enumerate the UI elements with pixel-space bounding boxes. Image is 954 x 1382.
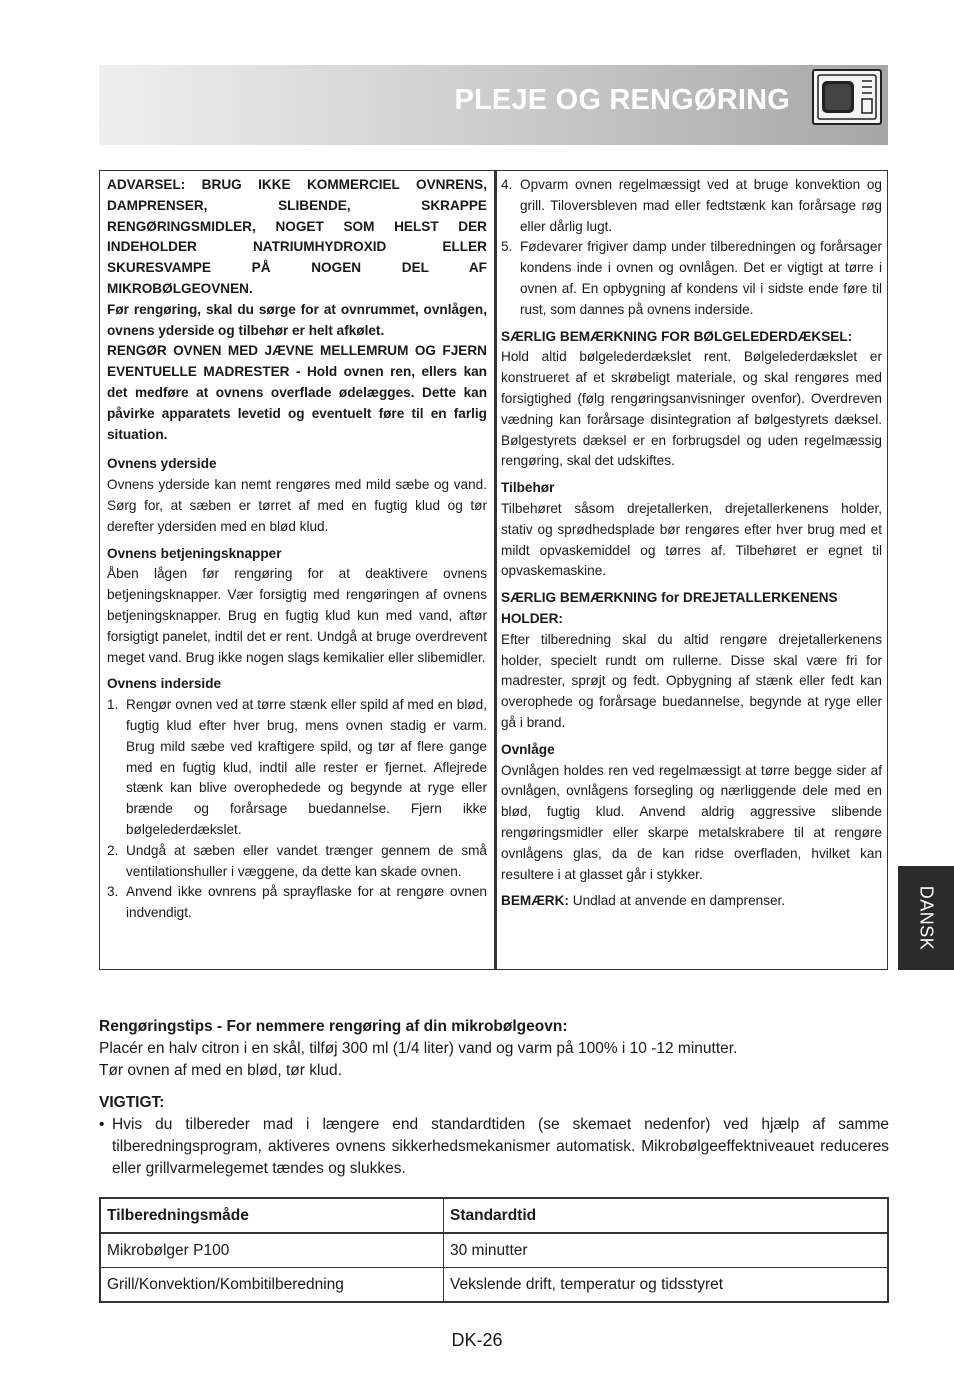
table-cell: Grill/Konvektion/Kombitilberedning bbox=[100, 1268, 444, 1303]
table-header-cell: Standardtid bbox=[444, 1198, 889, 1233]
tips-line-1: Placér en halv citron i en skål, tilføj 300 ml (1/4 liter) vand og varm på 100% i 10 -12 minutter. bbox=[99, 1040, 738, 1057]
table-header-cell: Tilberedningsmåde bbox=[100, 1198, 444, 1233]
page-title: PLEJE OG RENGØRING bbox=[454, 84, 790, 116]
waveguide-heading: SÆRLIG BEMÆRKNING FOR BØLGELEDERDÆKSEL: bbox=[501, 328, 853, 344]
controls-heading: Ovnens betjeningsknapper bbox=[107, 545, 282, 561]
right-column bbox=[501, 175, 882, 912]
table-header-row bbox=[100, 1198, 888, 1233]
list-item: 5. Fødevarer frigiver damp under tilberedningen og forårsager kondens inde i ovnen og ovnlågen. Det er vigtigt at tørre i ovnen af. En opbygning af kondens vil i sidste ende føre til rust, som dannes på ovnens inderside. bbox=[501, 239, 882, 317]
inside-list bbox=[107, 695, 487, 924]
list-item: 1. Rengør ovnen ved at tørre stænk eller spild af med en blød, fugtig klud efter hver brug, mens ovnen stadig er varm. Brug mild sæbe ved kraftigere spild, og tør af flere gange med en fugtig klud, indtil alle rester er fjernet. Aflejrede stænk kan blive overophedede og begynde at ryge eller brænde og forårsage buedannelse. Fjern ikke bølgelederdækslet. bbox=[107, 697, 487, 837]
door-heading: Ovnlåge bbox=[501, 741, 555, 757]
table-cell: Mikrobølger P100 bbox=[100, 1233, 444, 1268]
table-row bbox=[100, 1268, 888, 1303]
standard-time-table bbox=[99, 1197, 889, 1303]
inside-heading: Ovnens inderside bbox=[107, 676, 222, 692]
table-row bbox=[100, 1233, 888, 1268]
microwave-icon bbox=[812, 69, 882, 125]
waveguide-text: Hold altid bølgelederdækslet rent. Bølgelederdækslet er konstrueret af et skrøbeligt materiale, og skal rengøres med forsigtighed (følg rengøringsanvisninger ovenfor). Overdreven vædning kan forårsage disintegration af bølgestyrets dæksel. Bølgestyrets dæksel er en forbrugsdel og uden regelmæssig rengøring, skal det udskiftes. bbox=[501, 349, 882, 469]
cleaning-instructions-box bbox=[99, 170, 888, 970]
list-item: 2. Undgå at sæben eller vandet trænger gennem de små ventilationshuller i væggene, da dette kan skade ovnen. bbox=[107, 842, 487, 879]
warning-caps: ADVARSEL: BRUG IKKE KOMMERCIEL OVNRENS, DAMPRENSER, SLIBENDE, SKRAPPE RENGØRINGSMIDLER, NOGET SOM HELST DER INDEHOLDER NATRIUMHYDROXID ELLER SKURESVAMPE PÅ NOGEN DEL AF MIKROBØLGEOVNEN. bbox=[107, 177, 487, 296]
note-text: Undlad at anvende en damprenser. bbox=[568, 893, 786, 909]
accessories-text: Tilbehøret såsom drejetallerken, drejetallerkenens holder, stativ og sprødhedsplade bør rengøres efter hver brug med et mildt opvaskemiddel og tørres af. Tilbehøret er egnet til opvaskemaskine. bbox=[501, 500, 882, 579]
door-text: Ovnlågen holdes ren ved regelmæssigt at tørre begge sider af ovnlågen, ovnlågens forsegling og nærliggende dele med en blød, fugtig klud. Anvend aldrig aggressive slibende rengøringsmidler eller skarpe metalskrabere til at rengøre ovnlågens glas, da de kan ridse overfladen, hvilket kan resultere i at glasset går i stykker. bbox=[501, 762, 882, 882]
important-text: Hvis du tilbereder mad i længere end standardtiden (se skemaet nedenfor) ved hjælp af samme tilberedningsprogram, aktiveres ovnens sikkerhedsmekanismer automatisk. Mikrobølgeeffektniveauet reduceres eller grillvarmelegemet tændes og slukkes. bbox=[112, 1116, 889, 1177]
left-column bbox=[107, 175, 487, 924]
table-cell: 30 minutter bbox=[444, 1233, 889, 1268]
language-tab-label: DANSK bbox=[916, 885, 937, 951]
warning-before-cleaning: Før rengøring, skal du sørge for at ovnrummet, ovnlågen, ovnens yderside og tilbehør er helt afkølet. bbox=[107, 301, 487, 338]
inside-list-continued bbox=[501, 175, 882, 321]
note-label: BEMÆRK: bbox=[501, 893, 569, 909]
language-tab bbox=[898, 866, 954, 970]
list-item: 3. Anvend ikke ovnrens på sprayflaske for at rengøre ovnen indvendigt. bbox=[107, 884, 487, 921]
page-number: DK-26 bbox=[451, 1330, 503, 1350]
note bbox=[501, 891, 882, 912]
table-cell: Vekslende drift, temperatur og tidsstyret bbox=[444, 1268, 889, 1303]
tips-line-2: Tør ovnen af med en blød, tør klud. bbox=[99, 1062, 342, 1079]
list-item: 4. Opvarm ovnen regelmæssigt ved at bruge konvektion og grill. Tiloversbleven mad eller fedtstænk kan forårsage røg eller dårlig lugt. bbox=[501, 177, 882, 234]
outside-heading: Ovnens yderside bbox=[107, 456, 217, 472]
important-bullet-item bbox=[99, 1114, 889, 1180]
turntable-heading: SÆRLIG BEMÆRKNING for DREJETALLERKENENS HOLDER: bbox=[501, 590, 838, 626]
important-heading: VIGTIGT: bbox=[99, 1094, 165, 1111]
outside-text: Ovnens yderside kan nemt rengøres med mild sæbe og vand. Sørg for, at sæben er tørret af med en fugtig klud og tør derefter ydersiden med en blød klud. bbox=[107, 477, 487, 534]
warning-clean-regularly: RENGØR OVNEN MED JÆVNE MELLEMRUM OG FJERN EVENTUELLE MADRESTER - Hold ovnen ren, ellers kan det medføre at ovnens overflade ødelægges. Dette kan påvirke apparatets levetid og eventuelt føre til en farlig situation. bbox=[107, 343, 487, 442]
accessories-heading: Tilbehør bbox=[501, 480, 555, 496]
section-header bbox=[99, 65, 888, 145]
turntable-text: Efter tilberedning skal du altid rengøre drejetallerkenens holder, specielt rundt om rullerne. Disse skal være fri for madrester, sprøjt og fedt. Opbygning af stænk eller fedt kan overophede og forårsage buedannelse, begynde at ryge eller gå i brand. bbox=[501, 631, 882, 730]
controls-text: Åben lågen før rengøring for at deaktivere ovnens betjeningsknapper. Vær forsigtig med rengøringen af ovnens betjeningsknapper. Brug en fugtig klud kun med vand, aftør forsigtigt panelet, indtil det er rent. Undgå at bruge overdrevent meget vand. Brug ikke nogen slags kemikalier eller slibemidler. bbox=[107, 566, 487, 665]
cleaning-tips bbox=[99, 1016, 889, 1180]
column-divider bbox=[494, 171, 497, 969]
tips-heading: Rengøringstips - For nemmere rengøring af din mikrobølgeovn: bbox=[99, 1018, 568, 1035]
bullet-marker: • bbox=[99, 1116, 105, 1133]
